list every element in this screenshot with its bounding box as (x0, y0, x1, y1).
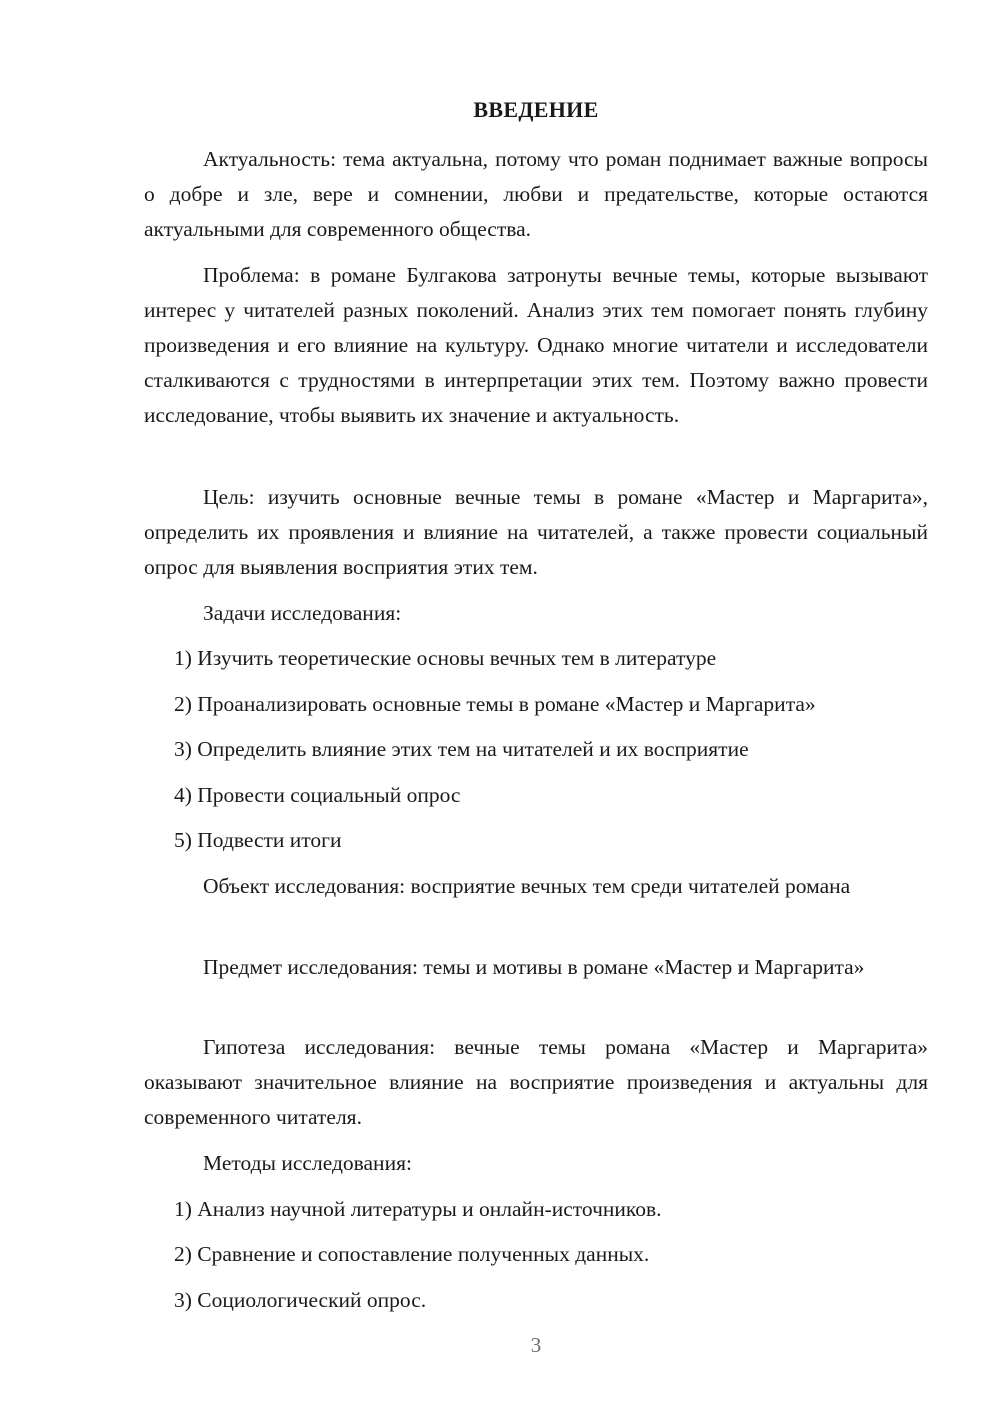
methods-title: Методы исследования: (203, 1151, 412, 1175)
task-item: 5) Подвести итоги (174, 828, 342, 852)
object-paragraph: Объект исследования: восприятие вечных тем среди читателей романа (203, 874, 851, 898)
goal-paragraph: Цель: изучить основные вечные темы в романе «Мастер и Маргарита», определить их проявления и влияние на читателей, а также провести социальный опрос для выявления восприятия этих тем. (144, 485, 928, 579)
problem-paragraph: Проблема: в романе Булгакова затронуты вечные темы, которые вызывают интерес у читателей разных поколений. Анализ этих тем помогает понять глубину произведения и его влияние на культуру. Однако многие читатели и исследователи сталкиваются с трудностями в интерпретации этих тем. Поэтому важно провести исследование, чтобы выявить их значение и актуальность. (144, 263, 928, 427)
page-number: 3 (530, 1333, 542, 1357)
task-item: 4) Провести социальный опрос (174, 783, 461, 807)
page-title: ВВЕДЕНИЕ (473, 97, 599, 122)
method-item: 1) Анализ научной литературы и онлайн-источников. (174, 1197, 662, 1221)
task-item: 1) Изучить теоретические основы вечных тем в литературе (174, 646, 717, 670)
method-item: 2) Сравнение и сопоставление полученных данных. (174, 1242, 650, 1266)
subject-paragraph: Предмет исследования: темы и мотивы в романе «Мастер и Маргарита» (203, 955, 865, 979)
method-item: 3) Социологический опрос. (174, 1288, 427, 1312)
relevance-paragraph: Актуальность: тема актуальна, потому что роман поднимает важные вопросы о добре и зле, вере и сомнении, любви и предательстве, которые остаются актуальными для современного общества. (144, 147, 928, 241)
task-item: 2) Проанализировать основные темы в романе «Мастер и Маргарита» (174, 692, 816, 716)
tasks-title: Задачи исследования: (203, 601, 402, 625)
task-item: 3) Определить влияние этих тем на читателей и их восприятие (174, 737, 749, 761)
hypothesis-paragraph: Гипотеза исследования: вечные темы романа «Мастер и Маргарита» оказывают значительное влияние на восприятие произведения и актуальны для современного читателя. (144, 1035, 928, 1129)
